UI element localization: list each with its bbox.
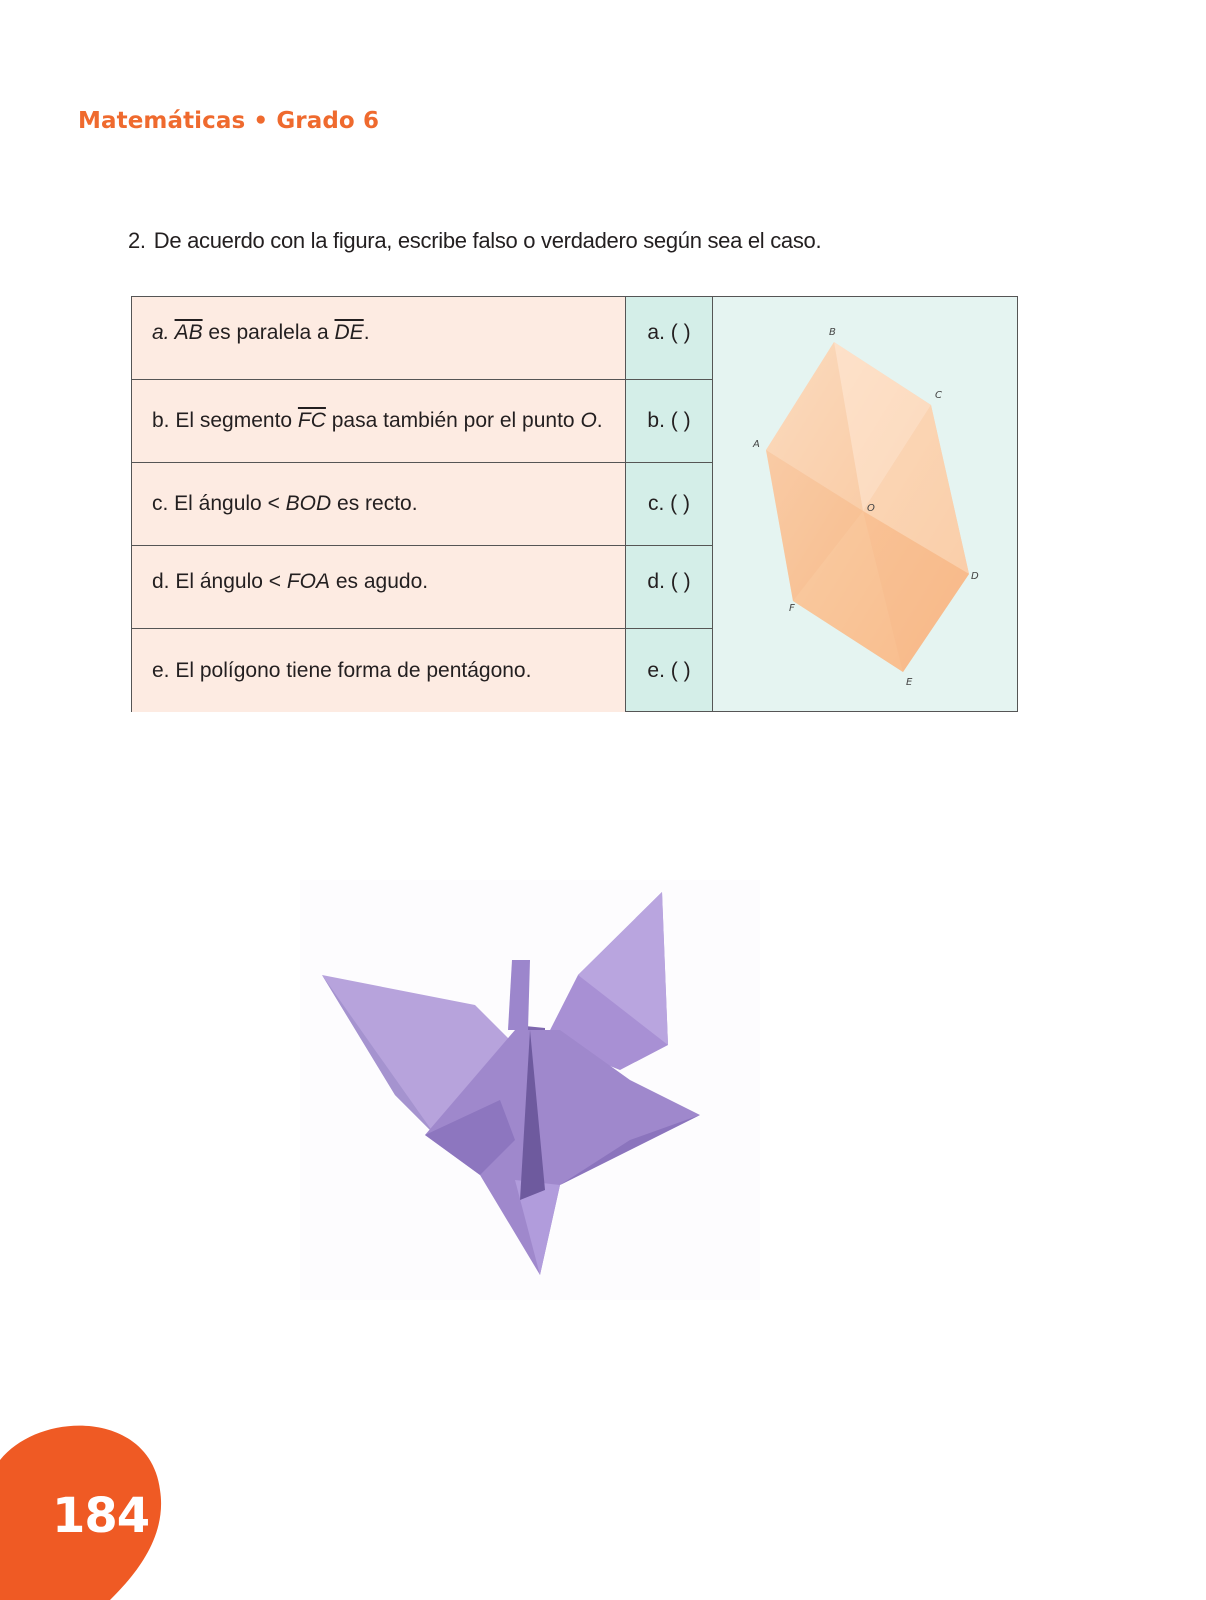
answer-e[interactable]: e. ( ) xyxy=(647,658,691,682)
answers-column xyxy=(626,297,713,711)
segment-de: $\overline{DE}$ xyxy=(334,321,364,344)
statement-d: d. El ángulo < FOA es agudo. xyxy=(132,546,625,629)
segment-ab: $\overline{AB}$ xyxy=(174,321,203,344)
angle-foa: FOA xyxy=(286,570,331,593)
hexagon-figure-panel xyxy=(713,297,1017,711)
origami-butterfly-illustration xyxy=(300,880,760,1300)
vertex-label-d: D xyxy=(971,571,979,582)
answer-a[interactable]: a. ( ) xyxy=(626,297,712,380)
statements-column xyxy=(132,297,626,711)
vertex-label-a: A xyxy=(753,439,760,450)
point-o: O xyxy=(580,409,597,432)
answer-d[interactable]: d. ( ) xyxy=(626,546,712,629)
statement-e: e. El polígono tiene forma de pentágono. xyxy=(132,629,625,712)
instruction-text: De acuerdo con la figura, escribe falso o verdadero según sea el caso. xyxy=(153,228,822,253)
true-false-table xyxy=(131,296,1018,712)
angle-bod: BOD xyxy=(285,492,332,515)
answer-c[interactable]: c. ( ) xyxy=(626,463,712,546)
vertex-label-e: E xyxy=(906,677,913,688)
answer-b[interactable]: b. ( ) xyxy=(626,380,712,463)
statement-c: c. El ángulo < BOD es recto. xyxy=(132,463,625,546)
page-header: Matemáticas • Grado 6 xyxy=(78,108,380,134)
statement-a: a. $\overline{AB}$ es paralela a $\overline{DE}$. xyxy=(132,297,625,380)
vertex-label-f: F xyxy=(789,603,795,614)
center-label-o: O xyxy=(867,503,875,514)
statement-b: b. El segmento $\overline{FC}$ pasa también por el punto O. xyxy=(132,380,625,463)
exercise-number: 2. xyxy=(128,228,146,253)
page-number: 184 xyxy=(52,1488,150,1544)
exercise-instruction xyxy=(128,228,821,254)
vertex-label-b: B xyxy=(829,327,836,338)
hexagon-figure xyxy=(713,297,1018,710)
vertex-label-c: C xyxy=(935,390,942,401)
segment-fc: $\overline{FC}$ xyxy=(297,409,326,432)
